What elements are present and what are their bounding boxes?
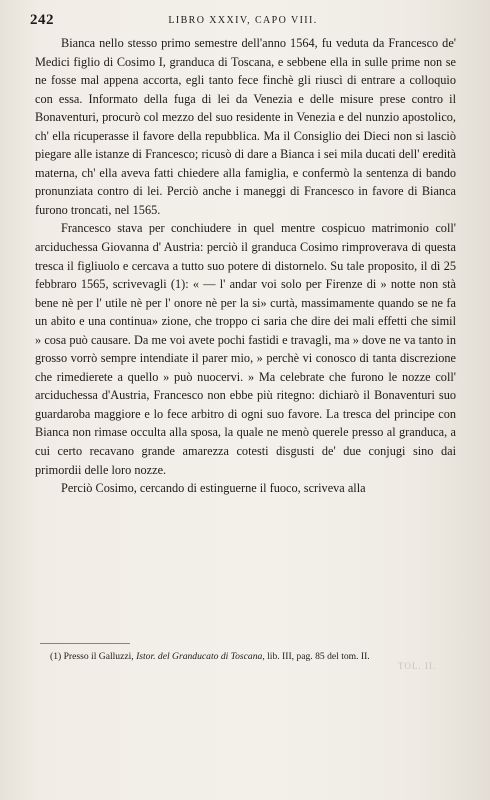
show-through-text: TOL. II. <box>398 661 437 671</box>
running-title: LIBRO XXXIV, CAPO VIII. <box>168 15 318 26</box>
body-text <box>35 34 456 498</box>
footnote-text-after: , lib. III, pag. 85 del tom. II. <box>262 651 370 662</box>
page-header <box>30 12 456 32</box>
paragraph-3: Perciò Cosimo, cercando di estinguerne il fuoco, scriveva alla <box>61 481 366 496</box>
paragraph-2: Francesco stava per conchiudere in quel mentre cospicuo matrimonio coll' arciduchessa Giovanna d' Austria: perciò il granduca Cosimo rimproverava di questa tresca il figliuolo e cercava a tutto suo potere di distornelo. Su tale proposito, il dì 25 febbraro 1565, scrivevagli (1): « — l' andar voi solo per Firenze di » notte non stà bene nè per l' utile nè per l' onore nè per la si» curtà, massimamente quando se ne fa un abito e una continua» zione, che troppo ci saria che dire dei mali effetti che simil » cosa può causare. Da me voi avete pochi fastidi e travagli, ma » dove ne va tanto in grosso vorrò sempre intendiate il parer mio, » perchè vi conosco di tanta discrezione che rimedierete a quello » può nuocervi. » Ma celebrate che furono le nozze coll' arciduchessa d'Austria, Francesco non ebbe più ritegno: dichiarò il Bonaventuri suo guardaroba maggiore e lo fece arbitro di ogni suo favore. La tresca del principe con Bianca non rimase occulta alla sposa, la quale ne menò querele presso al granduca, a cui certo recavano grande amarezza cotesti disgusti de' due conjugi sino dai primordii delle loro nozze. <box>35 221 456 477</box>
paragraph-1: Bianca nello stesso primo semestre dell'anno 1564, fu veduta da Francesco de' Medici figlio di Cosimo I, granduca di Toscana, e sebbene ella in sulle prime non se ne fosse mal appena accorta, egli tanto fece finchè gli riuscì di entrare a colloquio con essa. Informato della fuga di lei da Venezia e delle misure prese contro il Bonaventuri, procurò col mezzo del suo residente in Venezia e del nunzio apostolico, ch' ella ricuperasse il favore della repubblica. Ma il Consiglio dei Dieci non si lasciò piegare alle istanze di Francesco; ricusò di dare a Bianca i sei mila ducati dell' eredità materna, ch' ella aveva fatti chiedere alla famiglia, e confermò la sentenza di bando pronunziata contro di lei. Perciò anche i maneggi di Francesco in favore di Bianca furono troncati, nel 1565. <box>35 36 456 217</box>
footnote-title: Istor. del Granducato di Toscana <box>136 651 263 662</box>
footnote-rule <box>40 643 130 644</box>
footnote <box>36 650 452 664</box>
footnote-text-before: Presso il Galluzzi, <box>63 651 134 662</box>
page-number: 242 <box>30 12 54 28</box>
footnote-mark: (1) <box>50 651 62 662</box>
